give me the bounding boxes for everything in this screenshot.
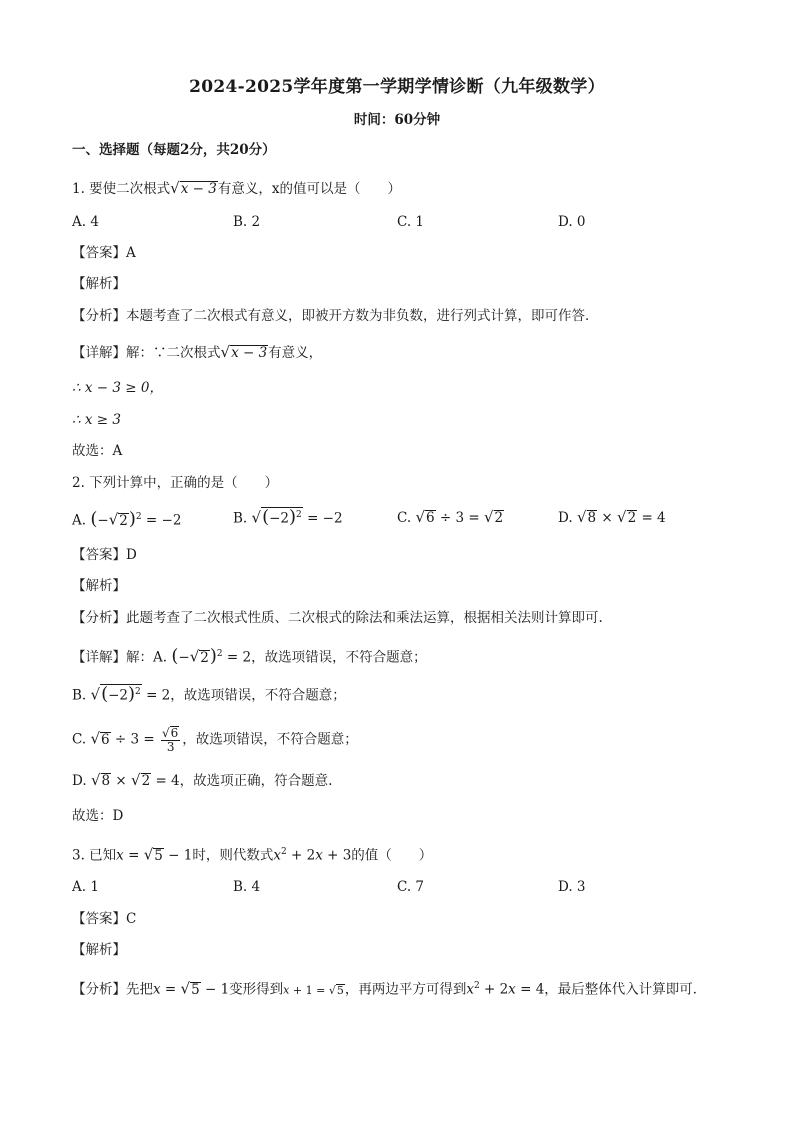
exam-duration: 时间：60分钟	[353, 112, 441, 128]
q1-step-2: ∴ x ≥ 3	[72, 412, 121, 428]
page-title: 2024-2025学年度第一学期学情诊断（九年级数学）	[189, 77, 605, 97]
q2-stem: 2. 下列计算中，正确的是（ ）	[72, 475, 279, 491]
q3-fenxi: 【分析】先把x = √5 − 1变形得到x + 1 = √5，再两边平方可得到$x^2 + 2x = 4$，最后整体代入计算即可．	[72, 979, 707, 998]
q2-detail-c: C. √6 ÷ 3 = $\frac{√6}{3}$ ，故选项错误，不符合题意；	[72, 726, 358, 754]
q3-option-d: D. 3	[558, 879, 586, 895]
q1-option-d: D. 0	[558, 214, 586, 230]
q3-option-b: B. 4	[233, 879, 261, 895]
q2-analysis-tag: 【解析】	[72, 578, 126, 594]
section-heading: 一、选择题（每题2分，共20分）	[72, 142, 276, 158]
q3-analysis-tag: 【解析】	[72, 942, 126, 958]
q2-option-c: C. √6 ÷ 3 = √2	[397, 508, 504, 526]
q1-stem: 1. 要使二次根式√x − 3有意义，x的值可以是（ ）	[72, 179, 401, 197]
q1-step-1: ∴ x − 3 ≥ 0，	[72, 380, 163, 396]
q2-option-b: B. $√(-2)^2 = -2$	[233, 506, 343, 528]
q1-option-a: A. 4	[72, 214, 99, 230]
q1-option-c: C. 1	[397, 214, 425, 230]
q2-choose: 故选：D	[72, 808, 124, 824]
q2-option-d: D. √8 × √2 = 4	[558, 508, 666, 526]
q1-detail: 【详解】解：∵二次根式√x − 3有意义，	[72, 343, 323, 361]
q2-detail-a: 【详解】解：A. $(-√2)^2 = 2$，故选项错误，不符合题意；	[72, 645, 427, 667]
q2-fenxi: 【分析】此题考查了二次根式性质、二次根式的除法和乘法运算，根据相关法则计算即可.	[72, 610, 603, 626]
q1-fenxi: 【分析】本题考查了二次根式有意义，即被开方数为非负数，进行列式计算，即可作答．	[72, 308, 599, 324]
q2-answer: 【答案】D	[72, 547, 137, 563]
q1-answer: 【答案】A	[72, 245, 136, 261]
fraction: $\frac{√6}{3}$	[161, 726, 179, 754]
q3-option-c: C. 7	[397, 879, 425, 895]
q3-stem: 3. 已知x = √5 − 1时，则代数式$x^2 + 2x + 3$的值（ ）	[72, 845, 433, 864]
q2-detail-b: B. $√(-2)^2 = 2$，故选项错误，不符合题意；	[72, 683, 346, 705]
q2-detail-d: D. √8 × √2 = 4，故选项正确，符合题意.	[72, 771, 333, 789]
q3-option-a: A. 1	[72, 879, 99, 895]
q1-choose: 故选：A	[72, 443, 123, 459]
q2-option-a: A. $(-√2)^2 = -2$	[72, 508, 182, 530]
q1-option-b: B. 2	[233, 214, 261, 230]
q3-answer: 【答案】C	[72, 911, 137, 927]
q1-analysis-tag: 【解析】	[72, 276, 126, 292]
